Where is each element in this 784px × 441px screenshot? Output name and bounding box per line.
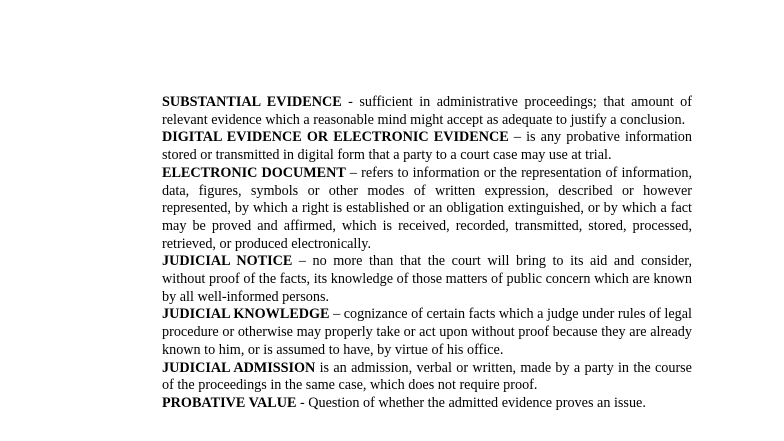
glossary-entry-judicial-admission xyxy=(162,360,692,395)
glossary-definition: – cognizance of certain facts which a judge under rules of legal procedure or otherwise may properly take or act upon without proof because they are already known to him, or is assumed to have, by virtue of his office. xyxy=(162,306,692,358)
glossary-definition: is an admission, verbal or written, made by a party in the course of the proceedings in the same case, which does not require proof. xyxy=(162,359,692,394)
glossary-entry-judicial-knowledge xyxy=(162,306,692,359)
glossary-entry-electronic-document xyxy=(162,165,692,254)
glossary-definition: - Question of whether the admitted evidence proves an issue. xyxy=(296,394,646,411)
glossary-term: JUDICIAL KNOWLEDGE xyxy=(162,306,330,323)
glossary-entry-substantial-evidence xyxy=(162,94,692,129)
glossary-body xyxy=(162,94,692,413)
glossary-definition: - sufficient in administrative proceedings; that amount of relevant evidence which a reasonable mind might accept as adequate to justify a conclusion. xyxy=(162,94,692,128)
glossary-term: PROBATIVE VALUE xyxy=(162,394,297,411)
glossary-entry-probative-value xyxy=(162,395,692,413)
glossary-term: SUBSTANTIAL EVIDENCE xyxy=(162,94,342,110)
glossary-term: DIGITAL EVIDENCE OR ELECTRONIC EVIDENCE xyxy=(162,129,509,146)
glossary-definition: – no more than that the court will bring to its aid and consider, without proof of the facts, its knowledge of those matters of public concern which are known by all well-informed persons. xyxy=(162,253,692,305)
glossary-entry-judicial-notice xyxy=(162,253,692,306)
glossary-entry-digital-evidence xyxy=(162,129,692,164)
glossary-definition: – is any probative information stored or transmitted in digital form that a party to a court case may use at trial. xyxy=(162,129,692,164)
glossary-definition: – refers to information or the representation of information, data, figures, symbols or other modes of written expression, described or however represented, by which a right is established or an obligation extinguished, or by which a fact may be proved and affirmed, which is received, recorded, transmitted, stored, processed, retrieved, or produced electronically. xyxy=(162,164,692,252)
glossary-term: JUDICIAL NOTICE xyxy=(162,253,293,270)
glossary-term: ELECTRONIC DOCUMENT xyxy=(162,164,346,181)
glossary-term: JUDICIAL ADMISSION xyxy=(162,359,316,376)
